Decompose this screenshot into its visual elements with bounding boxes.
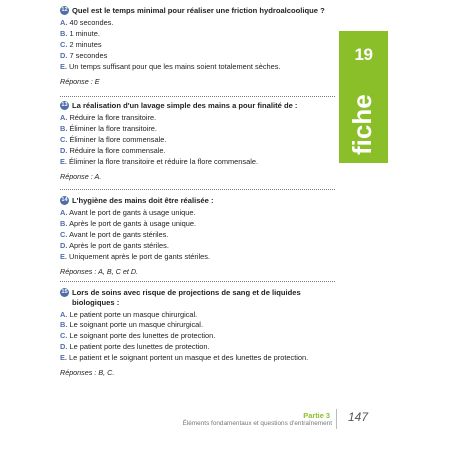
option-letter: D. [60,145,68,155]
option-a [60,18,340,29]
option-a [60,310,340,321]
option-letter: B. [60,320,68,330]
option-b [60,219,340,230]
page-number: 147 [348,410,369,424]
footer-part-label: Partie 3 [303,411,330,420]
option-c [60,230,340,241]
footer-separator [336,409,337,429]
question-title [60,288,340,307]
option-e [60,252,340,263]
question-number-badge: 15 [61,289,68,295]
option-letter: B. [60,28,68,38]
option-text: Réduire la flore commensale. [69,145,166,155]
option-letter: C. [60,134,68,144]
option-letter: A. [60,309,68,319]
option-text: Le soignant porte un masque chirurgical. [69,320,203,330]
option-text: Uniquement après le port de gants stériles. [69,251,210,261]
question-13 [60,101,340,181]
option-letter: D. [60,342,68,352]
option-a [60,113,340,124]
option-c [60,331,340,342]
option-d [60,51,340,62]
option-letter: D. [60,50,68,60]
question-text: Quel est le temps minimal pour réaliser une friction hydroalcoolique ? [72,6,325,15]
option-d [60,146,340,157]
option-letter: B. [60,218,68,228]
fiche-tab [339,31,388,163]
option-letter: A. [60,18,68,27]
option-d [60,342,340,353]
answer-text: Réponse : E [60,76,100,86]
option-c [60,40,340,51]
answer-text: Réponses : A, B, C et D. [60,266,139,276]
option-b [60,124,340,135]
question-divider [60,189,335,190]
option-letter: C. [60,331,68,341]
option-text: Après le port de gants stériles. [69,240,169,250]
option-letter: C. [60,229,68,239]
options-list [60,310,340,365]
option-b [60,29,340,40]
option-e [60,157,340,168]
question-divider [60,96,335,97]
option-letter: A. [60,113,68,122]
option-text: Le patient porte un masque chirurgical. [69,309,198,319]
question-15 [60,288,340,377]
option-letter: B. [60,123,68,133]
option-letter: D. [60,240,68,250]
question-number-badge: 14 [61,197,68,203]
option-text: Avant le port de gants stériles. [69,229,169,239]
question-divider [60,281,335,282]
option-text: 1 minute. [69,28,100,38]
question-number-badge: 12 [61,7,68,13]
question-title [60,6,340,16]
question-title [60,196,340,206]
option-d [60,241,340,252]
options-list [60,113,340,168]
option-text: Après le port de gants à usage unique. [69,218,197,228]
option-e [60,353,340,364]
options-list [60,208,340,263]
option-text: Le patient et le soignant portent un masque et des lunettes de protection. [69,353,309,363]
answer-text: Réponse : A. [60,171,102,181]
option-text: Réduire la flore transitoire. [69,113,157,122]
option-text: Le soignant porte des lunettes de protection. [69,331,216,341]
question-14 [60,196,340,276]
answer-text: Réponses : B, C. [60,368,115,378]
option-text: Éliminer la flore commensale. [69,134,167,144]
footer-subtitle: Éléments fondamentaux et questions d'entraînement [182,420,332,427]
option-letter: E. [60,353,67,363]
option-text: 40 secondes. [69,18,114,27]
option-letter: A. [60,208,68,217]
question-title [60,101,340,111]
option-text: 2 minutes [69,39,102,49]
option-c [60,135,340,146]
option-letter: E. [60,156,67,166]
fiche-number: 19 [354,45,373,64]
question-text: L'hygiène des mains doit être réalisée : [72,196,214,205]
question-number-badge: 13 [61,102,68,108]
option-text: 7 secondes [69,50,108,60]
option-text: Le patient porte des lunettes de protection. [69,342,210,352]
option-text: Avant le port de gants à usage unique. [69,208,196,217]
option-text: Éliminer la flore transitoire et réduire la flore commensale. [69,156,258,166]
option-text: Un temps suffisant pour que les mains soient totalement sèches. [69,61,281,71]
question-text: La réalisation d'un lavage simple des mains a pour finalité de : [72,101,298,110]
option-letter: C. [60,39,68,49]
question-12 [60,6,340,86]
option-text: Éliminer la flore transitoire. [69,123,157,133]
option-e [60,62,340,73]
option-b [60,320,340,331]
question-text: Lors de soins avec risque de projections de sang et de liquides biologiques : [72,288,301,307]
fiche-label: fiche [347,94,377,155]
option-a [60,208,340,219]
option-letter: E. [60,61,67,71]
option-letter: E. [60,251,67,261]
options-list [60,18,340,73]
